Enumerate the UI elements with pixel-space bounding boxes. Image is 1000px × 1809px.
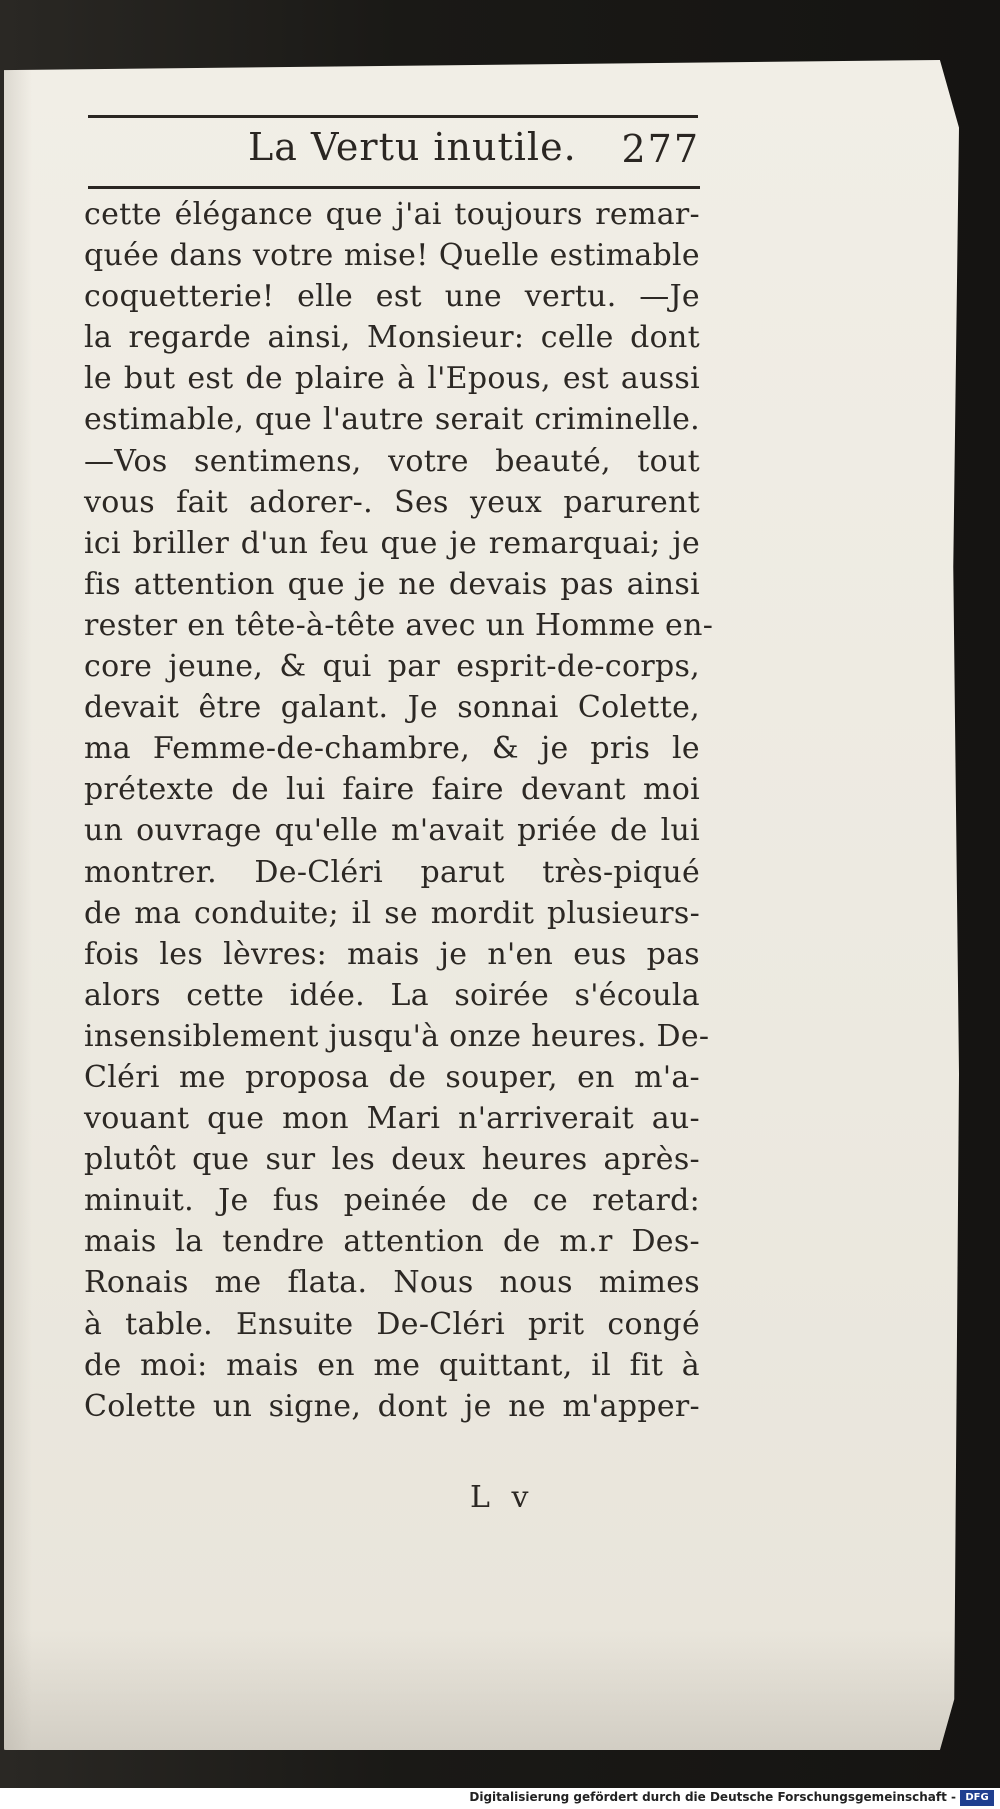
text-line: montrer. De-Cléri parut très-piqué <box>84 854 700 890</box>
running-title: La Vertu inutile. <box>248 125 577 169</box>
text-line: Ronais me flata. Nous nous mimes <box>84 1265 700 1301</box>
header-rule-top <box>88 115 698 118</box>
text-line: —Vos sentimens, votre beauté, tout <box>84 443 700 479</box>
text-line: fis attention que je ne devais pas ainsi <box>84 566 700 602</box>
text-line: coquetterie! elle est une vertu. —Je <box>84 279 700 315</box>
dfg-logo-icon: DFG <box>960 1790 994 1806</box>
text-line: Cléri me proposa de souper, en m'a- <box>84 1059 700 1095</box>
funding-credit: Digitalisierung gefördert durch die Deutsche Forschungsgemeinschaft - <box>469 1790 956 1804</box>
header-rule-bottom <box>88 186 700 189</box>
text-line: minuit. Je fus peinée de ce retard: <box>84 1183 700 1219</box>
text-line: quée dans votre mise! Quelle estimable <box>84 238 700 274</box>
text-line: estimable, que l'autre serait criminelle. <box>84 402 700 438</box>
text-line: rester en tête-à-tête avec un Homme en- <box>84 607 714 643</box>
page-edge-shading <box>4 60 32 1750</box>
text-line: à table. Ensuite De-Cléri prit congé <box>84 1306 700 1342</box>
text-line: plutôt que sur les deux heures après- <box>84 1142 700 1178</box>
text-line: de ma conduite; il se mordit plusieurs- <box>84 895 700 931</box>
text-line: un ouvrage qu'elle m'avait priée de lui <box>84 813 700 849</box>
body-text <box>84 194 714 1427</box>
text-line: la regarde ainsi, Monsieur: celle dont <box>84 320 700 356</box>
running-header <box>88 125 700 173</box>
footer-bar <box>0 1788 1000 1809</box>
text-line: de moi: mais en me quittant, il fit à <box>84 1347 700 1383</box>
text-line: prétexte de lui faire faire devant moi <box>84 772 700 808</box>
text-line: alors cette idée. La soirée s'écoula <box>84 977 700 1013</box>
text-line: ma Femme-de-chambre, & je pris le <box>84 731 700 767</box>
text-line: ici briller d'un feu que je remarquai; je <box>84 525 700 561</box>
signature-mark: L v <box>470 1480 535 1515</box>
text-line: le but est de plaire à l'Epous, est aussi <box>84 361 700 397</box>
page-number: 277 <box>621 127 700 171</box>
text-line: fois les lèvres: mais je n'en eus pas <box>84 936 700 972</box>
text-line: devait être galant. Je sonnai Colette, <box>84 690 700 726</box>
text-line: cette élégance que j'ai toujours remar- <box>84 197 700 232</box>
text-line: insensiblement jusqu'à onze heures. De- <box>84 1018 710 1054</box>
text-line: vouant que mon Mari n'arriverait au- <box>84 1101 700 1137</box>
text-line: Colette un signe, dont je ne m'apper- <box>84 1388 700 1424</box>
text-line: core jeune, & qui par esprit-de-corps, <box>84 649 700 685</box>
text-line: mais la tendre attention de m.r Des- <box>84 1224 700 1260</box>
page-bottom-shading <box>4 1630 959 1750</box>
text-line: vous fait adorer-. Ses yeux parurent <box>84 484 700 520</box>
